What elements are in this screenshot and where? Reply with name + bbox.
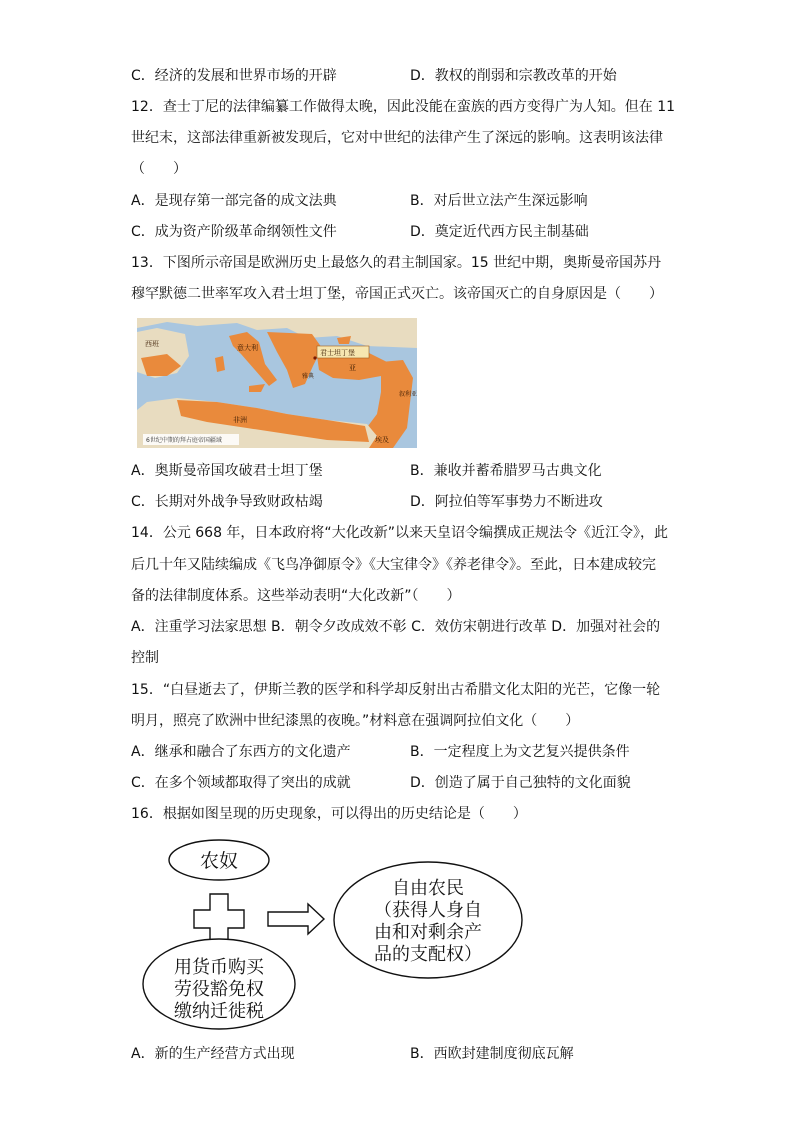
q14-stem-line3: 备的法律制度体系。这些举动表明“大化改新”（ ） — [131, 588, 461, 604]
free-peasant-line2: （获得人身自 — [374, 900, 482, 921]
map-label-italy: 意大利 — [237, 344, 258, 352]
serf-to-free-peasant-diagram — [140, 836, 540, 1031]
money-line1: 用货币购买 — [174, 957, 264, 978]
q15-stem-line2: 明月，照亮了欧洲中世纪漆黑的夜晚。”材料意在强调阿拉伯文化（ ） — [131, 713, 580, 729]
q13-option-a: A．奥斯曼帝国攻破君士坦丁堡 — [131, 463, 323, 479]
map-capital-dot — [313, 356, 316, 359]
q12-stem-line3: （ ） — [131, 161, 187, 177]
map-capital-label: 君士坦丁堡 — [320, 349, 355, 357]
free-peasant-line1: 自由农民 — [392, 878, 464, 899]
q15-option-c: C．在多个领域都取得了突出的成就 — [131, 775, 351, 791]
q16-stem: 16．根据如图呈现的历史现象，可以得出的历史结论是（ ） — [131, 806, 527, 822]
q13-option-c: C．长期对外战争导致财政枯竭 — [131, 494, 323, 510]
q15-stem-line1: 15．“白昼逝去了，伊斯兰教的医学和科学却反射出古希腊文化太阳的光芒，它像一轮 — [131, 682, 661, 698]
q12-stem-line1: 12．查士丁尼的法律编纂工作做得太晚，因此没能在蛮族的西方变得广为人知。但在 11 — [131, 99, 676, 115]
q11-option-d: D．教权的削弱和宗教改革的开始 — [410, 68, 617, 84]
q16-option-a: A．新的生产经营方式出现 — [131, 1046, 295, 1062]
q14-options-cont: 控制 — [131, 650, 159, 666]
map-label-africa: 非洲 — [233, 416, 247, 424]
q12-stem-line2: 世纪末，这部法律重新被发现后，它对中世纪的法律产生了深远的影响。这表明该法律 — [131, 130, 663, 146]
q13-option-b: B．兼收并蓄希腊罗马古典文化 — [410, 463, 602, 479]
serf-label: 农奴 — [199, 850, 239, 872]
q15-option-b: B．一定程度上为文艺复兴提供条件 — [410, 744, 630, 760]
free-peasant-line4: 品的支配权） — [374, 944, 482, 965]
q12-option-c: C．成为资产阶级革命纲领性文件 — [131, 224, 337, 240]
q11-option-c: C．经济的发展和世界市场的开辟 — [131, 68, 337, 84]
map-label-west: 西班 — [145, 340, 159, 348]
map-label-asia: 亚 — [349, 364, 356, 372]
map-caption: 6世纪中期的拜占庭帝国疆域 — [146, 437, 222, 444]
q15-option-d: D．创造了属于自己独特的文化面貌 — [410, 775, 631, 791]
free-peasant-line3: 由和对剩余产 — [374, 922, 482, 943]
q13-stem-line1: 13．下图所示帝国是欧洲历史上最悠久的君主制国家。15 世纪中期，奥斯曼帝国苏丹 — [131, 255, 662, 271]
q12-option-b: B．对后世立法产生深远影响 — [410, 193, 588, 209]
q14-options-line: A．注重学习法家思想 B．朝令夕改成效不彰 C．效仿宋朝进行改革 D．加强对社会的 — [131, 619, 661, 635]
q16-option-b: B．西欧封建制度彻底瓦解 — [410, 1046, 574, 1062]
map-label-egypt: 埃及 — [375, 436, 389, 444]
q13-option-d: D．阿拉伯等军事势力不断进攻 — [410, 494, 603, 510]
map-label-athens: 雅典 — [302, 373, 315, 380]
q12-option-a: A．是现存第一部完备的成文法典 — [131, 193, 337, 209]
q12-option-d: D．奠定近代西方民主制基础 — [410, 224, 589, 240]
map-label-syria: 叙利亚 — [399, 391, 417, 398]
byzantine-map — [137, 318, 417, 448]
money-line3: 缴纳迁徙税 — [174, 1001, 264, 1022]
q15-option-a: A．继承和融合了东西方的文化遗产 — [131, 744, 351, 760]
plus-shape — [194, 894, 244, 944]
arrow-shape — [268, 904, 324, 934]
q14-stem-line2: 后几十年又陆续编成《飞鸟净御原令》《大宝律令》《养老律令》。至此，日本建成较完 — [131, 557, 656, 573]
q14-stem-line1: 14．公元 668 年，日本政府将“大化改新”以来天皇诏令编撰成正规法令《近江令》，此 — [131, 525, 668, 541]
money-line2: 劳役豁免权 — [174, 979, 264, 1000]
q13-stem-line2: 穆罕默德二世率军攻入君士坦丁堡，帝国正式灭亡。该帝国灭亡的自身原因是（ ） — [131, 286, 663, 302]
